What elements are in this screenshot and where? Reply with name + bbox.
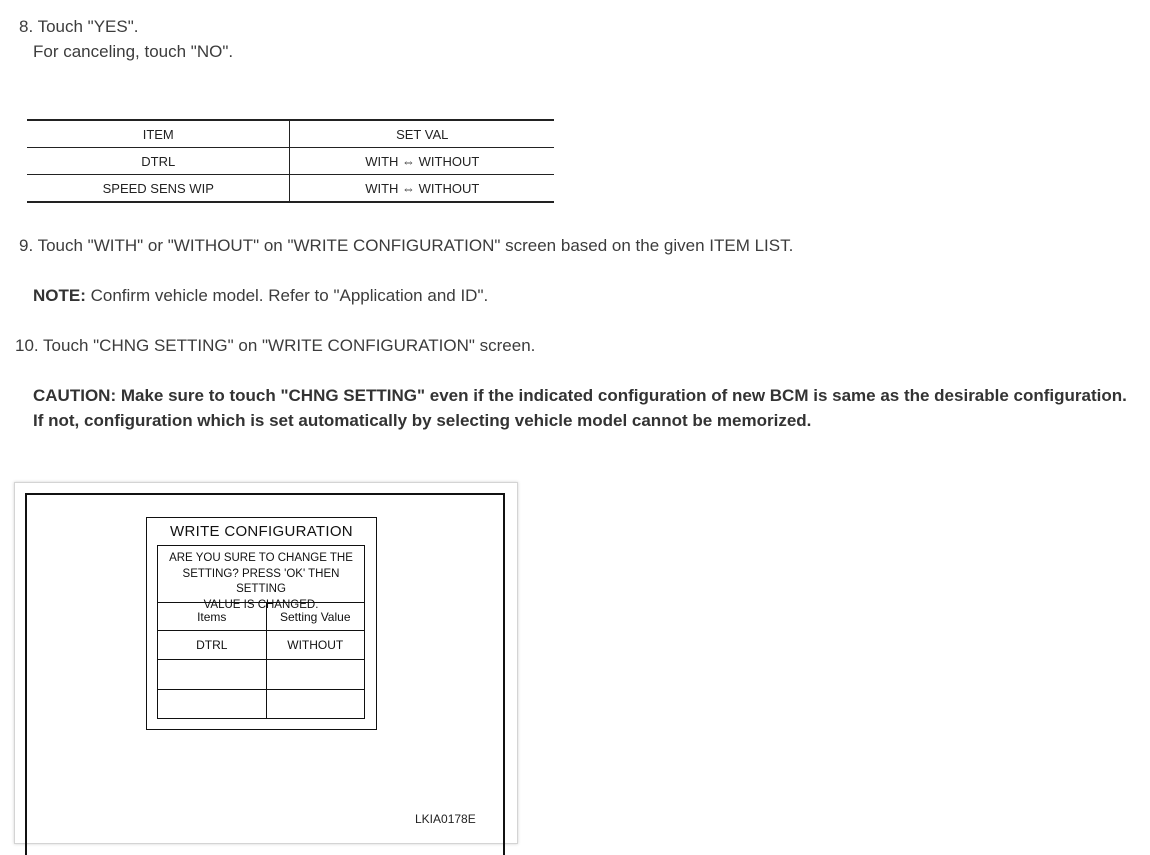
caution-line-1: CAUTION: Make sure to touch "CHNG SETTING" even if the indicated configuration of new BCM is same as the desirable configuration. <box>33 386 1127 405</box>
config-cell-item: DTRL <box>158 631 266 660</box>
table-row <box>27 148 554 175</box>
step-8-cancel-text: For canceling, touch "NO". <box>33 42 234 61</box>
config-cell-value <box>266 660 364 690</box>
config-row <box>158 660 364 690</box>
table-header-row <box>27 120 554 148</box>
config-row <box>158 690 364 719</box>
config-cell-value <box>266 690 364 719</box>
dialog-message-line: ARE YOU SURE TO CHANGE THE <box>169 552 353 564</box>
step-10-text: 10. Touch "CHNG SETTING" on "WRITE CONFIGURATION" screen. <box>15 336 536 355</box>
table-cell-set-val: WITH ⇔ WITHOUT <box>290 148 554 175</box>
item-list-table <box>27 119 554 203</box>
config-row <box>158 631 364 660</box>
table-cell-set-val: WITH ⇔ WITHOUT <box>290 175 554 203</box>
config-header-items: Items <box>158 603 266 631</box>
dialog-title: WRITE CONFIGURATION <box>170 523 353 540</box>
column-header-set-val: SET VAL <box>290 120 554 148</box>
note-paragraph <box>33 286 488 306</box>
write-configuration-dialog <box>146 517 377 730</box>
column-header-item: ITEM <box>27 120 290 148</box>
table-row <box>27 175 554 203</box>
step-9-text: 9. Touch "WITH" or "WITHOUT" on "WRITE CONFIGURATION" screen based on the given ITEM LIST. <box>19 236 794 255</box>
figure-image-frame <box>14 482 518 844</box>
table-cell-item: SPEED SENS WIP <box>27 175 290 203</box>
figure-code: LKIA0178E <box>415 812 476 826</box>
configuration-table <box>158 602 364 719</box>
dialog-message-line: SETTING? PRESS 'OK' THEN SETTING <box>182 567 340 595</box>
note-label: NOTE: <box>33 286 86 305</box>
dialog-message-line: VALUE IS CHANGED. <box>203 598 319 611</box>
note-text: Confirm vehicle model. Refer to "Application and ID". <box>90 286 489 305</box>
config-cell-item <box>158 660 266 690</box>
config-header-row <box>158 603 364 631</box>
step-8-text: 8. Touch "YES". <box>19 17 139 36</box>
dialog-body <box>157 545 365 719</box>
config-cell-value: WITHOUT <box>266 631 364 660</box>
figure-screen-border <box>25 493 505 855</box>
caution-line-2: If not, configuration which is set automatically by selecting vehicle model cannot be memorized. <box>33 411 812 430</box>
table-cell-item: DTRL <box>27 148 290 175</box>
config-cell-item <box>158 690 266 719</box>
config-header-setting-value: Setting Value <box>266 603 364 631</box>
